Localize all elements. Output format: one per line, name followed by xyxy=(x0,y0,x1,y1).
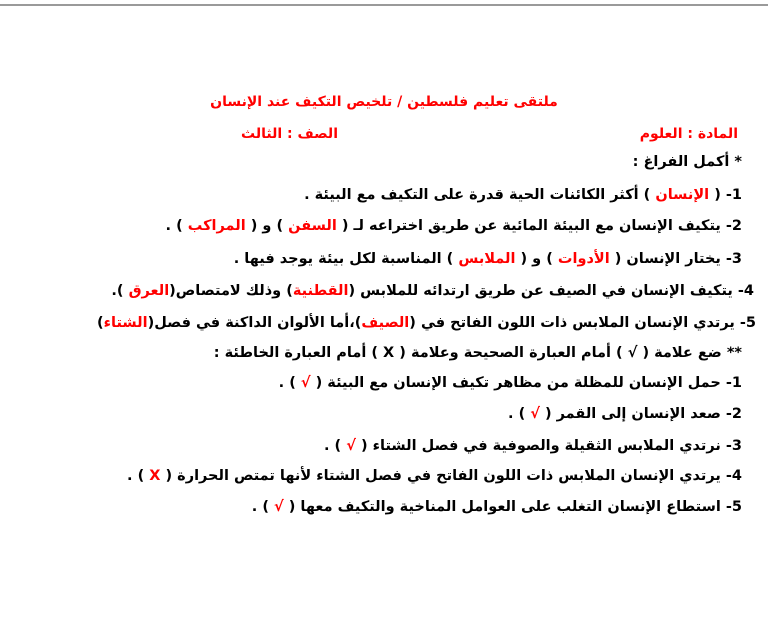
q3-answer-2: الملابس xyxy=(458,251,516,267)
q3-text-a: 3- يختار الإنسان ( xyxy=(609,251,742,267)
true-false-heading: ** ضع علامة ( √ ) أمام العبارة الصحيحة وعلامة ( X ) أمام العبارة الخاطئة : xyxy=(213,345,742,361)
q4-answer-2: العرق xyxy=(128,283,170,299)
q2-answer-2: المراكب xyxy=(187,218,246,234)
t3-text-c: ) . xyxy=(324,438,347,454)
fill-question-2 xyxy=(166,215,742,237)
t1-mark: √ xyxy=(300,375,311,391)
t2-text-a: 2- صعد الإنسان إلى القمر ( xyxy=(539,406,742,422)
q2-text-c: ) و ( xyxy=(245,218,289,234)
t1-text-c: ) . xyxy=(278,375,301,391)
t3-text-a: 3- نرتدي الملابس الثقيلة والصوفية في فصل الشتاء ( xyxy=(355,438,742,454)
q5-text-c: )،أما الألوان الداكنة في فصل( xyxy=(147,315,362,331)
fill-question-5 xyxy=(97,312,756,334)
tf-statement-2 xyxy=(508,403,742,425)
t4-text-a: 4- يرتدي الإنسان الملابس ذات اللون الفاتح في فصل الشتاء لأنها تمتص الحرارة ( xyxy=(160,468,742,484)
grade-label: الصف : الثالث xyxy=(241,126,338,142)
t2-mark: √ xyxy=(530,406,540,422)
q5-answer-2: الشتاء xyxy=(103,315,148,331)
t1-text-a: 1- حمل الإنسان للمظلة من مظاهر تكيف الإنسان مع البيئة ( xyxy=(310,375,742,391)
q1-text-c: ) أكثر الكائنات الحية قدرة على التكيف مع البيئة . xyxy=(304,187,656,203)
tf-statement-1 xyxy=(279,372,742,394)
q1-text-a: 1- ( xyxy=(709,187,742,203)
q2-text-e: ) . xyxy=(165,218,188,234)
t2-text-c: ) . xyxy=(508,406,531,422)
q2-text-a: 2- يتكيف الإنسان مع البيئة المائية عن طريق اختراعه لـ ( xyxy=(336,218,742,234)
page-title: ملتقى تعليم فلسطين / تلخيص التكيف عند الإنسان xyxy=(210,94,558,110)
t5-text-c: ) . xyxy=(251,499,275,515)
q1-answer: الإنسان xyxy=(655,187,710,203)
t5-mark: √ xyxy=(274,499,284,515)
fill-question-3 xyxy=(234,248,742,270)
t4-mark: X xyxy=(149,468,161,484)
fill-blanks-heading: * أكمل الفراغ : xyxy=(632,154,742,170)
q5-text-e: ) xyxy=(97,315,104,331)
q3-answer-1: الأدوات xyxy=(557,251,610,267)
t5-text-a: 5- استطاع الإنسان التغلب على العوامل المناخية والتكيف معها ( xyxy=(283,499,742,515)
tf-statement-4 xyxy=(127,465,742,487)
tf-statement-3 xyxy=(324,435,742,457)
q5-answer-1: الصيف xyxy=(361,315,410,331)
q3-text-e: ) المناسبة لكل بيئة يوجد فيها . xyxy=(233,251,459,267)
q4-text-c: ) وذلك لامتصاص( xyxy=(169,283,293,299)
q4-text-e: ). xyxy=(111,283,129,299)
q5-text-a: 5- يرتدي الإنسان الملابس ذات اللون الفاتح في ( xyxy=(409,315,756,331)
q4-text-a: 4- يتكيف الإنسان في الصيف عن طريق ارتدائه للملابس ( xyxy=(348,283,754,299)
fill-question-1 xyxy=(304,184,742,206)
q4-answer-1: القطنية xyxy=(292,283,349,299)
q2-answer-1: السفن xyxy=(288,218,337,234)
q3-text-c: ) و ( xyxy=(515,251,558,267)
fill-question-4 xyxy=(111,280,754,302)
t3-mark: √ xyxy=(346,438,356,454)
t4-text-c: ) . xyxy=(127,468,150,484)
tf-statement-5 xyxy=(252,496,742,518)
subject-label: المادة : العلوم xyxy=(639,126,738,142)
